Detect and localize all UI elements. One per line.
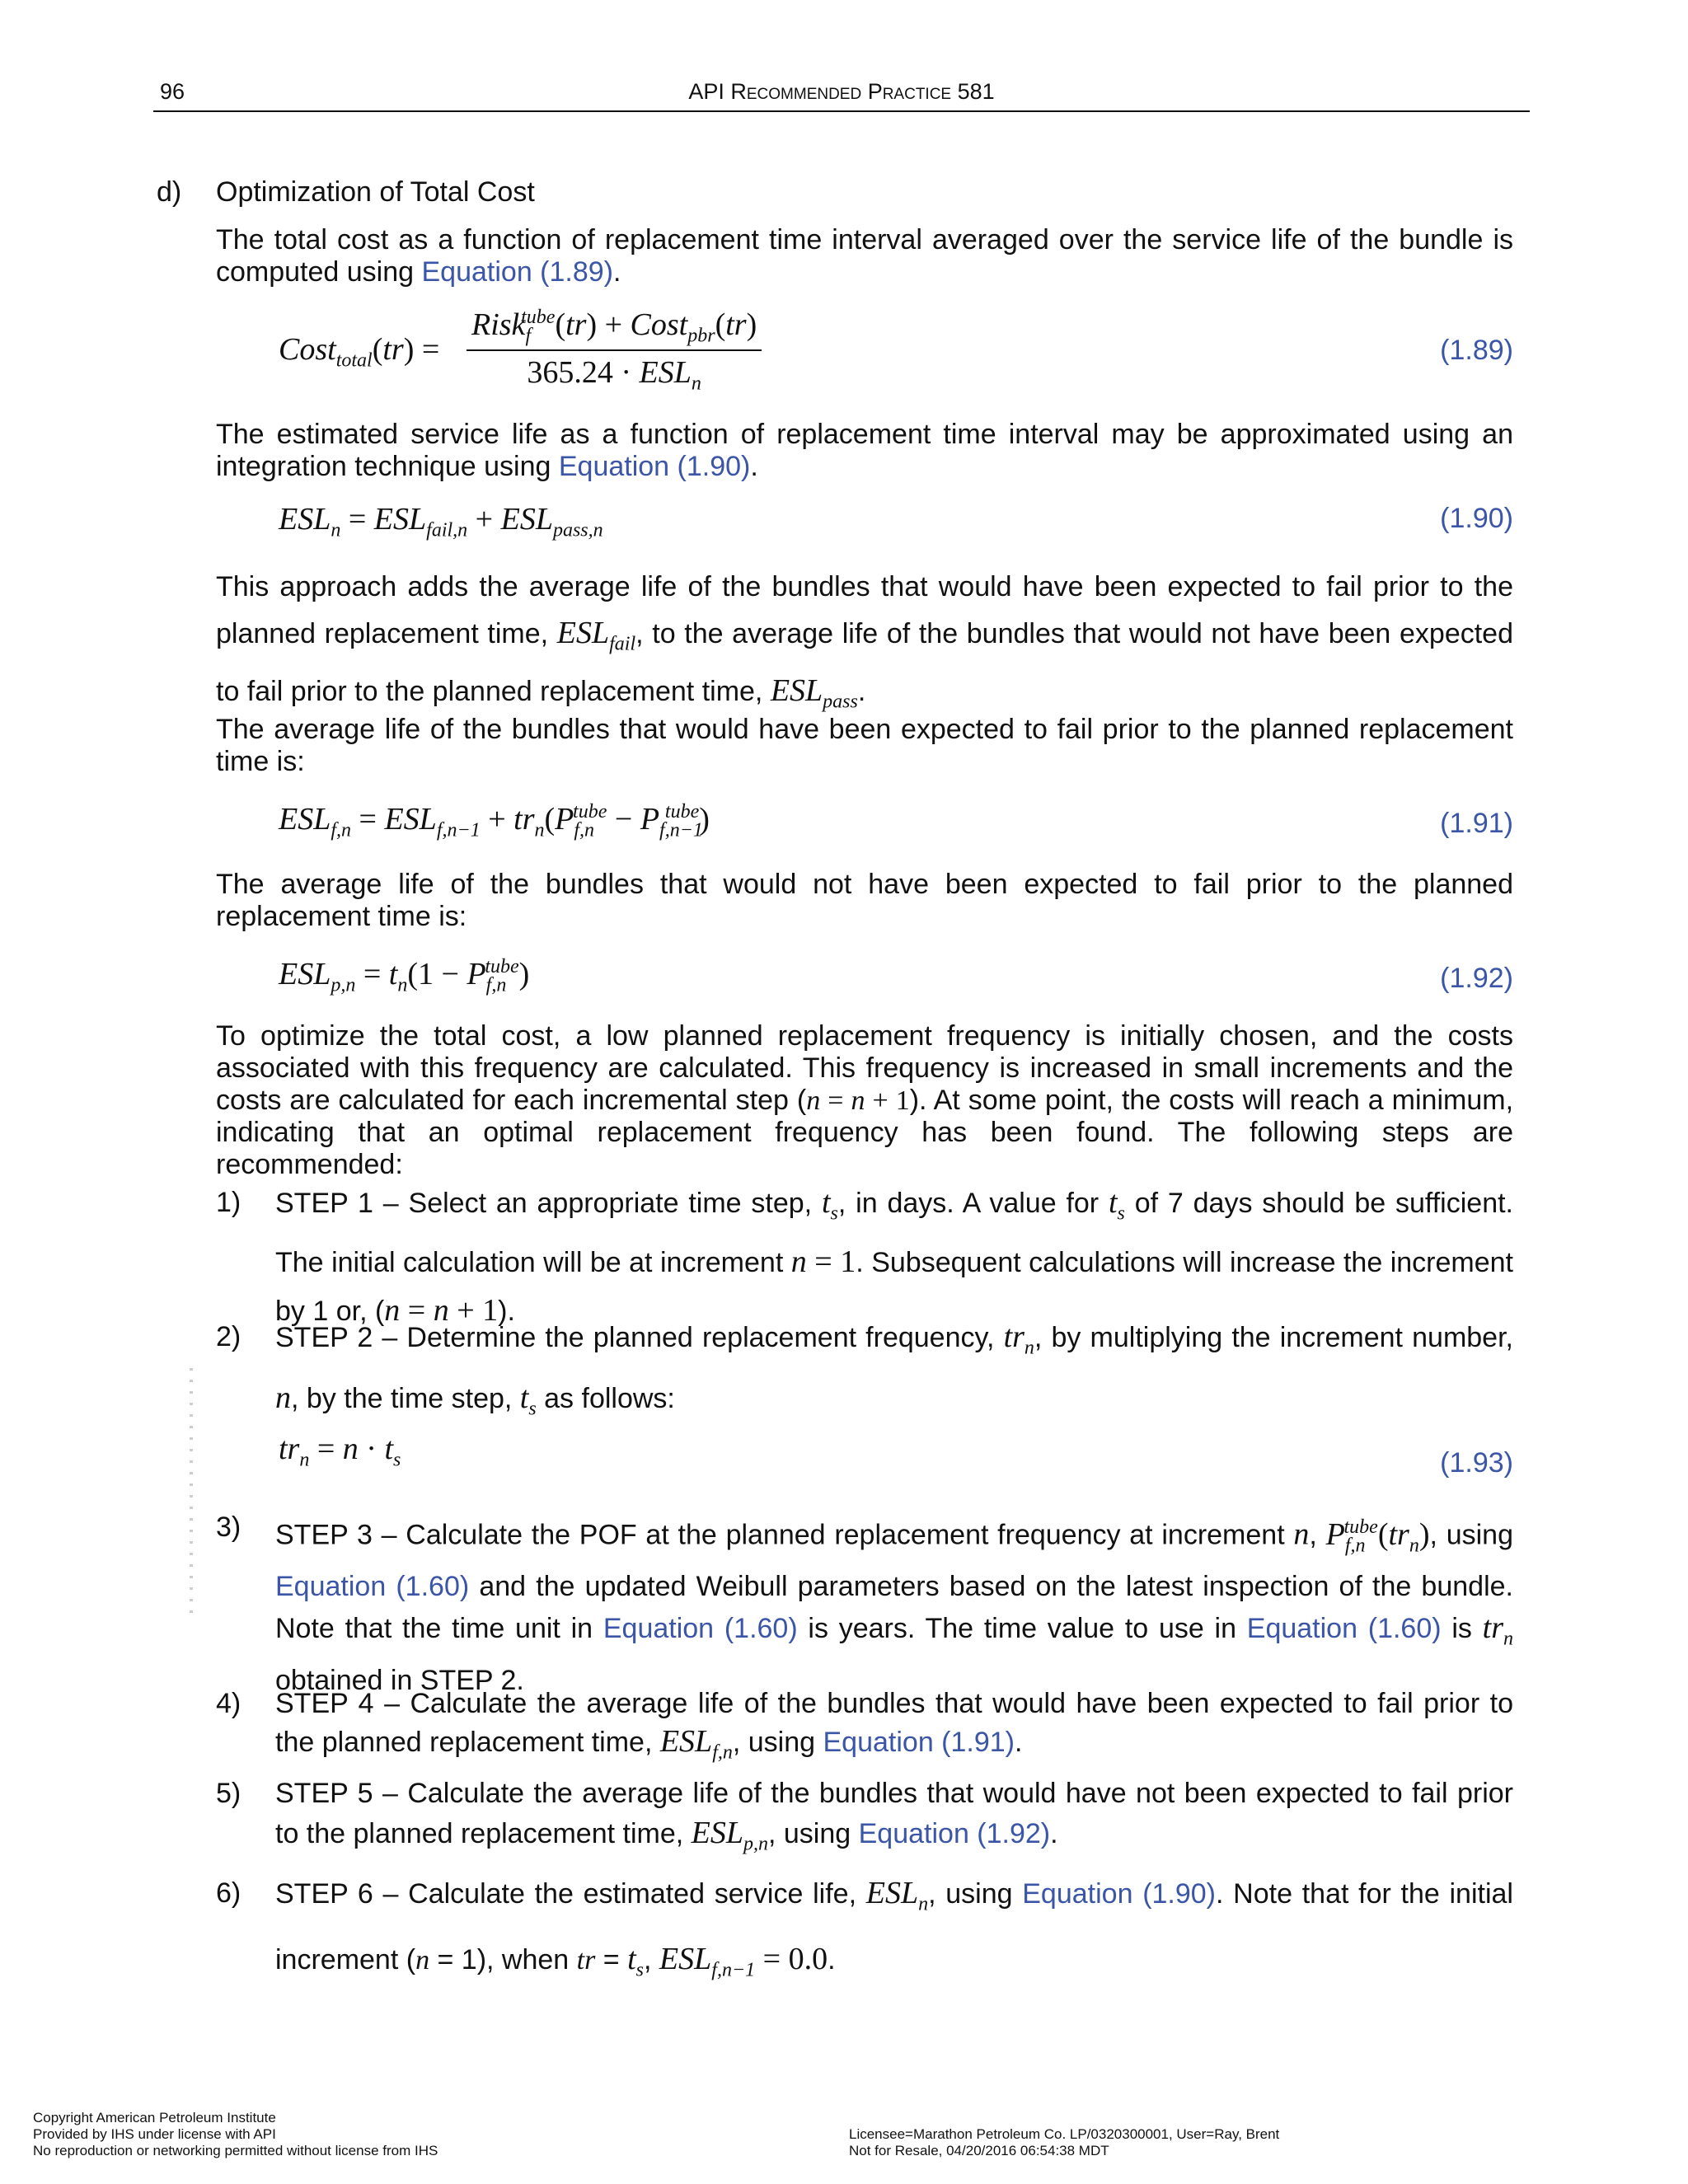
- list-item-step-1: 1) STEP 1 – Select an appropriate time step, $t_s$, in days. A value for $t_s$ of 7 days should be sufficient. The initial calculation will be at increment n = 1. Subsequent calculations will increase the increment by 1 or, (n = n + 1).: [216, 1185, 1514, 1328]
- equation-link-1-60[interactable]: Equation (1.60): [1246, 1613, 1442, 1645]
- equation-link-1-60[interactable]: Equation (1.60): [603, 1613, 798, 1645]
- equation-number: (1.92): [1440, 963, 1513, 994]
- math-esl-initial: $ESL_{f,n-1} = 0.0$: [659, 1941, 828, 1981]
- math-ts: $t_s$: [627, 1941, 645, 1981]
- equation-link-1-89[interactable]: Equation (1.89): [421, 256, 613, 288]
- equation-link-1-92[interactable]: Equation (1.92): [858, 1818, 1051, 1849]
- equation-link-1-90[interactable]: Equation (1.90): [558, 451, 751, 482]
- math-n: n: [275, 1380, 291, 1415]
- footer-right: Licensee=Marathon Petroleum Co. LP/0320300001, User=Ray, Brent Not for Resale, 04/20/2016 06:54:38 MDT: [849, 2126, 1280, 2158]
- section-label: d): [157, 176, 182, 208]
- equation-1-90: $ESL_n = ESL_{fail,n} + ESL_{pass,n}$ (1.90): [279, 502, 1513, 541]
- paragraph-pass-life: The average life of the bundles that would not have been expected to fail prior to the planned replacement time is:: [216, 869, 1513, 932]
- page-number: 96: [160, 79, 185, 104]
- equation-number: (1.91): [1440, 808, 1513, 839]
- equation-number: (1.89): [1440, 335, 1513, 366]
- math-esl-pass: $ESL_{pass}$: [770, 673, 858, 713]
- list-item-step-5: 5) STEP 5 – Calculate the average life of the bundles that would have not been expected to fail prior to the planned replacement time, $ESL_{p,n}$, using Equation (1.92).: [216, 1778, 1513, 1855]
- list-item-step-6: 6) STEP 6 – Calculate the estimated service life, $ESL_n$, using Equation (1.90). Note that for the initial increment (n = 1), when tr = $t_s$, $ESL_{f,n-1} = 0.0$.: [216, 1876, 1513, 1981]
- paragraph-service-life: The estimated service life as a function of replacement time interval may be approximated using an integration technique using Equation (1.90).: [216, 419, 1513, 482]
- list-item-step-4: 4) STEP 4 – Calculate the average life of the bundles that would have been expected to fail prior to the planned replacement time, $ESL_{f,n}$, using Equation (1.91).: [216, 1688, 1513, 1764]
- equation-link-1-60[interactable]: Equation (1.60): [275, 1571, 470, 1603]
- page-header: [153, 77, 1530, 112]
- equation-link-1-91[interactable]: Equation (1.91): [823, 1727, 1015, 1758]
- equation-link-1-90[interactable]: Equation (1.90): [1022, 1878, 1217, 1910]
- footer-left: Copyright American Petroleum Institute Provided by IHS under license with API No reproduction or networking permitted without license from IHS: [33, 2110, 438, 2158]
- math-n-equals-1: n = 1: [790, 1244, 856, 1279]
- math-ts: $t_s$: [821, 1185, 838, 1225]
- math-pof-tube: $P_{f,n}^{tube}(tr_n)$: [1325, 1516, 1430, 1557]
- equation-1-92: $ESL_{p,n} = t_n(1 - P_{f,n}^{tube})$ (1.92): [279, 956, 1513, 996]
- paragraph-optimize: To optimize the total cost, a low planned replacement frequency is initially chosen, and the costs associated with this frequency are calculated. This frequency is increased in small increments and the costs are calculated for each incremental step (n = n + 1). At some point, the costs will reach a minimum, indicating that an optimal replacement frequency has been found. The following steps are recommended:: [216, 1020, 1514, 1180]
- document-title: API Recommended Practice 581: [688, 79, 995, 104]
- math-ts: $t_s$: [1108, 1185, 1125, 1225]
- equation-number: (1.90): [1440, 503, 1513, 534]
- section-heading: Optimization of Total Cost: [216, 176, 535, 208]
- math-ts: $t_s$: [519, 1380, 537, 1420]
- math-esl-pn: $ESL_{p,n}$: [691, 1816, 768, 1855]
- math-esl-fn: $ESL_{f,n}$: [659, 1724, 733, 1764]
- equation-1-91: $ESL_{f,n} = ESL_{f,n-1} + tr_n(P_{f,n}^{tube} - P_{f,n-1}^{tube})$ (1.91): [279, 801, 1513, 841]
- list-item-step-3: 3) STEP 3 – Calculate the POF at the planned replacement frequency at increment n, $P_{f,n}^{tube}(tr_n)$, using Equation (1.60) and the updated Weibull parameters based on the latest inspection of the bundle. Note that the time unit in Equation (1.60) is years. The time value to use in Equation (1.60) is $tr_n$ obtained in STEP 2.: [216, 1511, 1514, 1696]
- equation-1-93: $tr_n = n \cdot t_s$ (1.93): [279, 1432, 1513, 1479]
- scan-artifact: [190, 1368, 193, 1615]
- math-esl-n: $ESL_n$: [865, 1876, 929, 1915]
- list-item-step-2: 2) STEP 2 – Determine the planned replacement frequency, $tr_n$, by multiplying the increment number, n, by the time step, $t_s$ as follows:: [216, 1319, 1513, 1420]
- math-n-increment: n = n + 1: [806, 1085, 910, 1116]
- math-n-increment: n = n + 1: [384, 1292, 499, 1328]
- equation-number: (1.93): [1440, 1447, 1513, 1479]
- paragraph-fail-life: The average life of the bundles that would have been expected to fail prior to the planned replacement time is:: [216, 714, 1513, 777]
- math-trn: $tr_n$: [1003, 1319, 1034, 1359]
- paragraph-approach: This approach adds the average life of the bundles that would have been expected to fail prior to the planned replacement time, $ESL_{fail}$, to the average life of the bundles that would not have been expected to fail prior to the planned replacement time, $ESL_{pass}$.: [216, 571, 1513, 713]
- math-trn: $tr_n$: [1482, 1610, 1514, 1650]
- math-n: n: [1293, 1516, 1310, 1552]
- equation-1-89: Cost$_{total}$(tr) = Risk$_f^{tube}$(tr) + Cost$_{pbr}$(tr) $365.24 \cdot ESL_n$ (1.89): [279, 307, 1513, 395]
- paragraph-total-cost: The total cost as a function of replacement time interval averaged over the service life of the bundle is computed using Equation (1.89).: [216, 224, 1513, 288]
- math-esl-fail: $ESL_{fail}$: [556, 616, 636, 655]
